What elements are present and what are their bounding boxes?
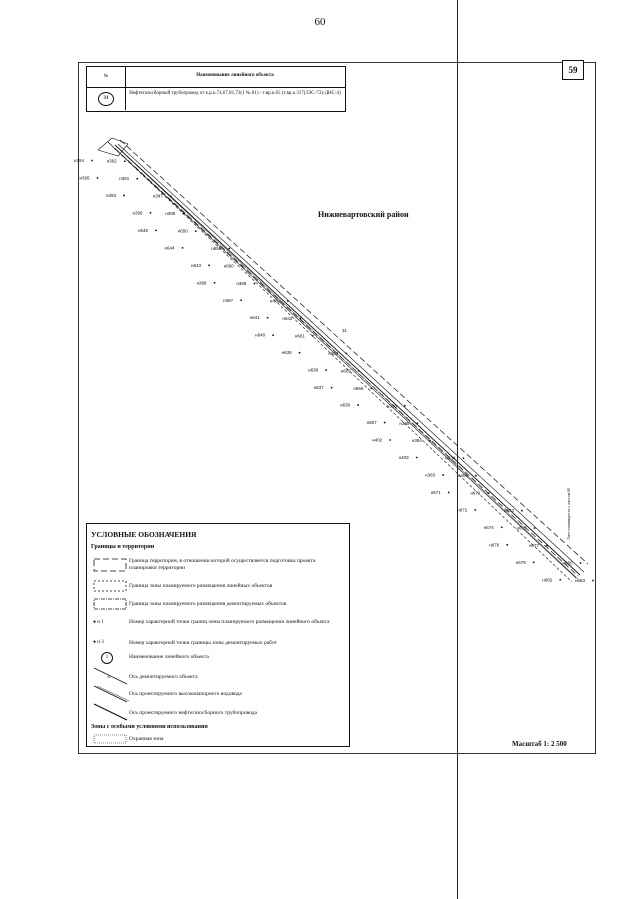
point-label: н398 <box>196 280 207 286</box>
point-label: н675 <box>516 525 527 531</box>
point-marker <box>501 526 503 528</box>
point-label: н387 <box>223 297 234 303</box>
sheet-join-note: Лист совмещается с листом 60 <box>566 487 571 540</box>
point-label: н645 <box>138 227 149 233</box>
point-label: н682 <box>542 577 553 583</box>
legend-item-protection-zone: Охранная зона <box>129 736 164 742</box>
point-label: н664 <box>328 350 339 356</box>
point-label: н404 <box>445 455 456 461</box>
point-marker <box>488 492 490 494</box>
point-marker <box>448 492 450 494</box>
point-label: н383 <box>425 472 436 478</box>
point-marker <box>312 335 314 337</box>
point-marker <box>155 229 157 231</box>
point-marker <box>91 160 93 162</box>
point-label: н679 <box>515 559 526 565</box>
legend-point-symbol: ● н 1 <box>93 620 104 625</box>
svg-text:×: × <box>107 675 111 681</box>
point-label: н638 <box>308 367 319 373</box>
legend-point-symbol-text: н 1 <box>97 620 104 625</box>
point-marker <box>357 404 359 406</box>
point-label: н660 <box>223 263 234 269</box>
point-label: н394 <box>74 158 84 163</box>
point-label: н386 <box>386 403 397 409</box>
point-label: н642 <box>282 315 293 321</box>
point-marker <box>195 230 197 232</box>
point-marker <box>533 561 535 563</box>
point-marker <box>182 247 184 249</box>
legend-linear-zone-symbol <box>93 580 127 592</box>
point-label: н643 <box>191 262 202 268</box>
point-marker <box>170 195 172 197</box>
point-labels <box>74 158 594 583</box>
point-marker <box>228 248 230 250</box>
point-marker <box>182 213 184 215</box>
legend-title: УСЛОВНЫЕ ОБОЗНАЧЕНИЯ <box>91 530 197 539</box>
point-label: н671 <box>430 489 441 495</box>
point-marker <box>97 177 99 179</box>
point-marker <box>592 580 594 582</box>
point-label: н674 <box>483 524 494 530</box>
legend-section-2: Зоны с особыми условиями использования <box>91 724 208 730</box>
point-label: н676 <box>489 542 500 548</box>
point-marker <box>384 422 386 424</box>
legend-demolition-point-symbol-text: н 3 <box>97 640 104 645</box>
point-marker <box>559 579 561 581</box>
point-label: н403 <box>398 454 409 460</box>
region-label: Нижневартовский район <box>318 210 409 219</box>
legend-item-linear-zone: Граница зоны планируемого размещения линейных объектов <box>129 583 273 589</box>
point-marker <box>370 387 372 389</box>
legend-section-1: Границы и территории <box>91 544 155 550</box>
object-name: Нефтегазосборный трубопровод от к.р.к.74,67,81,73(1 № 81) - т.вр.к.65 (т.вр.к.317(ЗЭС-73)-ДНС-4) <box>129 91 341 96</box>
legend-demolition-zone-symbol <box>93 598 127 610</box>
point-label: н644 <box>164 245 175 251</box>
point-marker <box>299 352 301 354</box>
point-label: н641 <box>249 315 260 321</box>
legend-item-point: Номер характерной точки границ зоны планируемого размещения линейного объекта <box>129 619 330 625</box>
point-label: н672 <box>457 507 468 513</box>
point-marker <box>267 317 269 319</box>
title-table <box>86 66 346 112</box>
point-marker <box>272 334 274 336</box>
point-label: н636 <box>340 402 351 408</box>
point-label: н671 <box>470 490 481 496</box>
point-marker <box>299 318 301 320</box>
legend-item-demolished-axis: Ось демонтируемого объекта <box>129 674 198 680</box>
legend-pipeline-symbol <box>93 702 129 722</box>
object-no-cell <box>87 88 126 110</box>
point-label: н680 <box>562 560 573 566</box>
territory-boundary-lower <box>120 140 588 564</box>
legend-item-demolition-zone: Граница зоны планируемого размещения демонтируемых объектов <box>129 601 287 607</box>
point-label: н683 <box>575 578 585 583</box>
point-label: н637 <box>313 385 324 391</box>
point-marker <box>124 160 126 162</box>
point-label: н396 <box>132 210 143 216</box>
legend-item-territory: Граница территории, в отношении которой осуществляется подготовка проекта планировки территории <box>129 558 316 571</box>
point-marker <box>150 212 152 214</box>
point-marker <box>506 544 508 546</box>
point-marker <box>546 545 548 547</box>
point-label: н391 <box>119 176 130 182</box>
point-label: н405 <box>457 473 468 479</box>
point-label: н392 <box>106 158 117 164</box>
point-marker <box>404 405 406 407</box>
point-label: н400 <box>269 298 280 304</box>
point-label: н659 <box>211 246 222 252</box>
point-marker <box>287 300 289 302</box>
header-name: Наименование линейного объекта <box>196 73 274 78</box>
point-label: н397 <box>152 193 163 199</box>
point-marker <box>429 440 431 442</box>
point-label: н384 <box>411 438 422 444</box>
sheet-number: 59 <box>562 60 584 80</box>
map-drawing <box>74 110 588 590</box>
point-label: н640 <box>255 332 266 338</box>
point-label: н393 <box>106 192 117 198</box>
point-label: н661 <box>294 333 305 339</box>
point-label: н665 <box>340 368 351 374</box>
legend-item-demolition-point: Номер характерной точки границы зоны демонтируемых работ <box>129 640 278 646</box>
point-label: н399 <box>165 211 176 217</box>
point-marker <box>534 527 536 529</box>
point-marker <box>345 352 347 354</box>
point-marker <box>475 475 477 477</box>
point-marker <box>331 387 333 389</box>
legend-territory-symbol <box>93 558 127 572</box>
point-marker <box>463 457 465 459</box>
zone-boundary-b <box>118 144 584 572</box>
point-marker <box>358 370 360 372</box>
legend-object-symbol: 1 <box>101 652 113 664</box>
point-label: н385 <box>399 420 410 426</box>
map-scale: Масштаб 1: 2 500 <box>512 740 567 748</box>
point-label: н395 <box>79 175 90 181</box>
point-marker <box>240 299 242 301</box>
point-marker <box>417 422 419 424</box>
point-marker <box>214 282 216 284</box>
point-marker <box>416 457 418 459</box>
point-marker <box>580 562 582 564</box>
point-marker <box>241 265 243 267</box>
point-marker <box>325 369 327 371</box>
point-label: н677 <box>528 543 539 549</box>
point-marker <box>442 474 444 476</box>
point-marker <box>208 264 210 266</box>
title-table-header <box>87 67 345 88</box>
point-label: н666 <box>353 385 364 391</box>
object-no: 31 <box>98 92 114 106</box>
legend-water-conduit-symbol <box>93 684 129 704</box>
point-marker <box>389 439 391 441</box>
legend-item-water-conduit: Ось проектируемого высоконапорного водовода <box>129 691 242 697</box>
point-label: н673 <box>503 508 514 514</box>
point-label: н650 <box>177 228 188 234</box>
legend-item-pipeline: Ось проектируемого нефтегазосборного трубопровода <box>129 710 258 716</box>
page-number: 60 <box>314 16 326 28</box>
legend-demolished-axis-symbol <box>93 666 129 686</box>
object-number-label: 31 <box>342 328 348 333</box>
point-marker <box>521 510 523 512</box>
point-marker <box>123 195 125 197</box>
point-marker <box>253 283 255 285</box>
point-label: н639 <box>281 350 292 356</box>
point-marker <box>136 178 138 180</box>
legend-item-object-name: Наименование линейного объекта <box>129 654 209 660</box>
legend-demolition-point-symbol: ● н 3 <box>93 640 104 645</box>
point-label: н667 <box>366 420 377 426</box>
header-no: № <box>87 67 126 87</box>
point-label: н388 <box>236 281 247 287</box>
title-table-row <box>87 88 345 110</box>
legend <box>86 523 350 747</box>
point-label: н402 <box>372 437 383 443</box>
legend-protection-zone-symbol <box>93 734 127 744</box>
point-marker <box>474 509 476 511</box>
